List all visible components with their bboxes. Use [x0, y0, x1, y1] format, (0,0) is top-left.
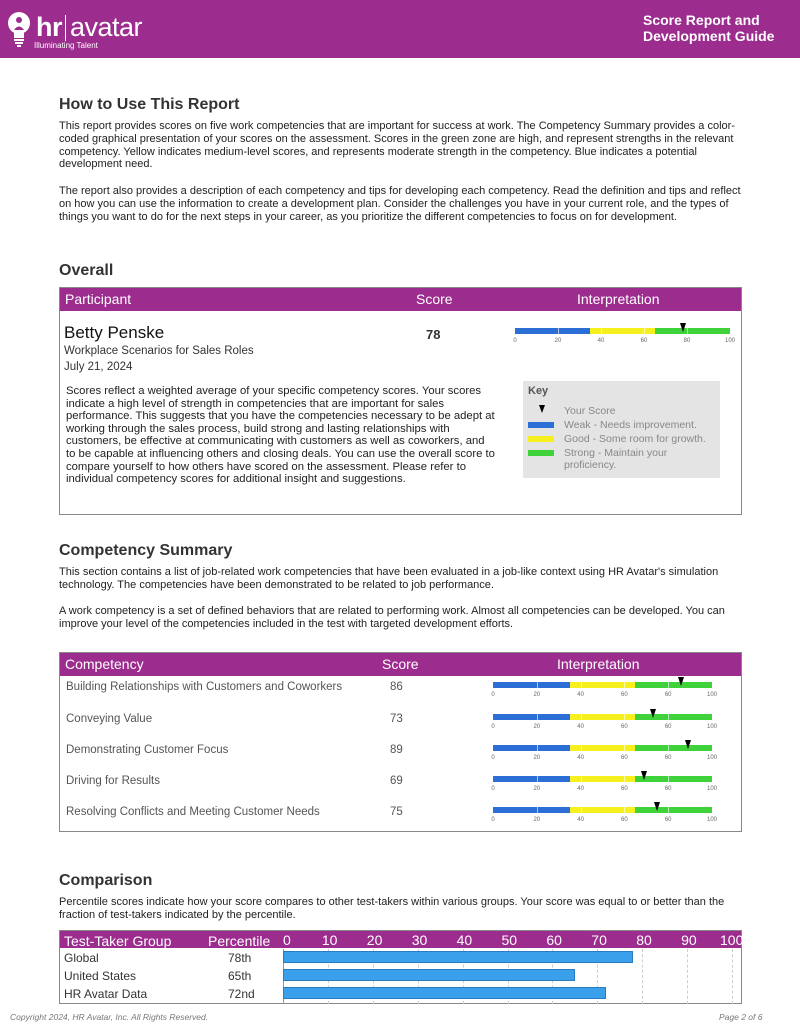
col-interpretation: Interpretation: [577, 291, 660, 307]
scale-gridline: [537, 745, 538, 751]
scale-gridline: [624, 682, 625, 688]
scale-tick-label: 0: [491, 817, 495, 823]
good-zone: [570, 714, 636, 720]
competency-name: Building Relationships with Customers and Coworkers: [66, 681, 343, 693]
scale-tick-label: 20: [533, 786, 541, 792]
good-swatch: [528, 436, 554, 442]
col-score: Score: [416, 291, 453, 307]
col-competency: Competency: [65, 656, 144, 672]
how-to-paragraph-2: The report also provides a description of each competency and tips for developing each competency. Read the definition and tips and reflect on how you can use the information to create a development plan. Consider the challenges you have in your current role, and the types of things you want to do for the next steps in your career, as you prioritize the different competencies to focus on for development.: [59, 185, 741, 223]
weak-zone: [493, 745, 570, 751]
good-zone: [590, 328, 655, 334]
overall-title: Overall: [59, 262, 114, 279]
col-test-taker-group: Test-Taker Group: [64, 933, 172, 949]
percentile-axis-label: 40: [456, 932, 473, 948]
good-zone: [570, 682, 636, 688]
hr-avatar-logo: [6, 8, 156, 53]
key-weak: [528, 419, 718, 433]
scale-tick-label: 40: [577, 786, 584, 792]
group-percentile: 78th: [228, 951, 252, 965]
logo-separator: [65, 15, 66, 41]
scale-tick-label: 60: [621, 817, 628, 823]
competency-summary-title: Competency Summary: [59, 542, 233, 559]
copyright-notice: Copyright 2024, HR Avatar, Inc. All Rights Reserved.: [10, 1012, 209, 1022]
comparison-title: Comparison: [59, 872, 153, 889]
scale-tick-label: 20: [533, 724, 541, 730]
competency-score-scale: [491, 714, 718, 734]
group-percentile: 72nd: [228, 987, 255, 1001]
key-title: Key: [528, 385, 549, 397]
participant-name: Betty Penske: [64, 323, 165, 342]
col-percentile: Percentile: [208, 933, 271, 949]
scale-gridline: [558, 328, 559, 334]
scale-tick-label: 40: [577, 724, 584, 730]
scale-tick-label: 20: [554, 338, 562, 344]
good-zone: [570, 807, 636, 813]
scale-tick-label: 60: [621, 755, 628, 761]
competency-name: Conveying Value: [66, 713, 153, 725]
comparison-table-header: [60, 931, 744, 949]
competency-paragraph-2: A work competency is a set of defined behaviors that are related to performing work. Almost all competencies can be developed. You can improve your level of the competencies included in the test with targeted development efforts.: [59, 605, 725, 630]
scale-tick-label: 40: [577, 817, 584, 823]
test-name: Workplace Scenarios for Sales Roles: [64, 345, 254, 357]
competency-row: [60, 742, 741, 773]
scale-tick-label: 60: [664, 817, 672, 823]
percentile-axis-label: 20: [366, 932, 383, 948]
scale-gridline: [668, 682, 669, 688]
percentile-axis-label: 60: [546, 932, 562, 948]
how-to-title: How to Use This Report: [59, 96, 240, 113]
group-name: United States: [64, 969, 137, 983]
scale-gridline: [624, 745, 625, 751]
scale-tick-label: 100: [706, 786, 718, 792]
report-header: [0, 0, 800, 58]
percentile-gridline: [687, 949, 688, 1004]
score-key: [523, 381, 720, 478]
scale-gridline: [687, 328, 688, 334]
how-to-paragraph-1: This report provides scores on five work competencies that are important for success at work. The Competency Summary provides a color-coded graphical presentation of your scores on the assessment. Scores in the green zone are high, and represent strengths in the relevant competency. Yellow indicates medium-level scores, and represents moderate strength in the competency. Blue indicates a potential development need.: [59, 120, 735, 171]
logo-tagline: Illuminating Talent: [34, 41, 98, 50]
strong-zone: [655, 328, 730, 334]
scale-bar: [515, 328, 730, 334]
scale-tick-label: 80: [683, 338, 691, 344]
group-percentile: 65th: [228, 969, 252, 983]
percentile-gridline: [732, 949, 733, 1004]
percentile-bar: [283, 987, 606, 999]
overall-table-header: [60, 288, 741, 311]
score-marker: [678, 677, 684, 686]
key-good-label: Good - Some room for growth.: [564, 433, 706, 445]
scale-gridline: [624, 714, 625, 720]
key-your-score: [528, 405, 718, 419]
logo-wordmark: hr avatar: [36, 12, 143, 42]
group-name: Global: [64, 951, 99, 965]
weak-zone: [493, 682, 570, 688]
scale-gridline: [668, 776, 669, 782]
percentile-axis-label: 80: [636, 932, 652, 948]
scale-tick-label: 0: [513, 338, 517, 344]
scale-tick-label: 0: [491, 692, 495, 698]
competency-score: 86: [390, 681, 403, 693]
percentile-gridline: [642, 949, 643, 1004]
competency-row: [60, 679, 741, 710]
score-marker: [685, 740, 691, 749]
key-weak-label: Weak - Needs improvement.: [564, 419, 697, 431]
scale-gridline: [581, 807, 582, 813]
competency-paragraph-1: This section contains a list of job-related work competencies that have been evaluated in a job-like context using HR Avatar's simulation technology. The competencies have been demonstrated to be related to job performance.: [59, 566, 719, 591]
scale-gridline: [668, 745, 669, 751]
col-participant: Participant: [65, 291, 132, 307]
percentile-axis-label: 10: [321, 932, 338, 948]
scale-tick-label: 0: [491, 724, 495, 730]
scale-gridline: [624, 776, 625, 782]
scale-tick-label: 60: [621, 724, 628, 730]
scale-tick-label: 20: [533, 817, 541, 823]
weak-swatch: [528, 422, 554, 428]
percentile-axis-label: 70: [591, 932, 607, 948]
scale-tick-label: 60: [664, 755, 672, 761]
key-your-score-label: Your Score: [564, 405, 616, 417]
weak-zone: [493, 807, 570, 813]
competency-score-scale: [491, 745, 718, 765]
competency-name: Driving for Results: [66, 775, 160, 787]
strong-zone: [635, 682, 712, 688]
competency-row: [60, 773, 741, 804]
scale-gridline: [537, 714, 538, 720]
col-interpretation: Interpretation: [557, 656, 640, 672]
weak-zone: [515, 328, 590, 334]
page-number: Page 2 of 6: [719, 1012, 763, 1022]
test-date: July 21, 2024: [64, 361, 133, 373]
scale-tick-label: 0: [491, 755, 495, 761]
col-score: Score: [382, 656, 419, 672]
scale-gridline: [537, 682, 538, 688]
comparison-table: [59, 930, 742, 1004]
key-strong-label: Strong - Maintain your proficiency.: [564, 447, 668, 471]
scale-tick-label: 40: [597, 338, 605, 344]
overall-score-scale: [513, 328, 736, 348]
competency-score: 89: [390, 744, 403, 756]
weak-zone: [493, 714, 570, 720]
scale-gridline: [601, 328, 602, 334]
percentile-bar: [283, 951, 633, 963]
scale-gridline: [537, 776, 538, 782]
overall-score: 78: [426, 327, 441, 342]
percentile-bar: [283, 969, 575, 981]
key-strong: [528, 447, 718, 471]
score-marker-icon: [539, 405, 545, 413]
scale-tick-label: 60: [664, 692, 672, 698]
scale-tick-label: 100: [706, 724, 718, 730]
scale-tick-label: 60: [621, 692, 628, 698]
scale-gridline: [668, 807, 669, 813]
scale-tick-label: 100: [724, 338, 736, 344]
scale-gridline: [624, 807, 625, 813]
competency-row: [60, 804, 741, 835]
percentile-axis-label: 50: [501, 932, 518, 948]
percentile-axis-label: 0: [283, 932, 291, 948]
score-marker: [680, 323, 686, 332]
competency-name: Demonstrating Customer Focus: [66, 744, 229, 756]
percentile-axis-label: 90: [681, 932, 697, 948]
strong-zone: [635, 745, 712, 751]
competency-row: [60, 711, 741, 742]
good-zone: [570, 776, 636, 782]
key-good: [528, 433, 718, 447]
scale-bar: [493, 745, 712, 751]
scale-tick-label: 20: [533, 692, 541, 698]
scale-tick-label: 60: [640, 338, 648, 344]
competency-score: 75: [390, 806, 403, 818]
competency-score: 69: [390, 775, 403, 787]
scale-tick-label: 60: [664, 724, 672, 730]
score-marker: [654, 802, 660, 811]
percentile-axis-label: 100: [720, 932, 744, 948]
scale-bar: [493, 714, 712, 720]
competency-score: 73: [390, 713, 403, 725]
competency-score-scale: [491, 807, 718, 827]
strong-swatch: [528, 450, 554, 456]
strong-zone: [635, 714, 712, 720]
scale-gridline: [581, 776, 582, 782]
scale-gridline: [668, 714, 669, 720]
scale-tick-label: 40: [577, 692, 584, 698]
competency-name: Resolving Conflicts and Meeting Customer Needs: [66, 806, 320, 818]
lightbulb-icon: [6, 10, 34, 48]
scale-tick-label: 100: [706, 692, 718, 698]
scale-gridline: [581, 745, 582, 751]
scale-tick-label: 40: [577, 755, 584, 761]
scale-tick-label: 20: [533, 755, 541, 761]
scale-gridline: [581, 714, 582, 720]
weak-zone: [493, 776, 570, 782]
comparison-description: Percentile scores indicate how your score compares to other test-takers within various groups. Your score was equal to or better than the fraction of test-takers indicated by the percentile.: [59, 896, 725, 921]
group-name: HR Avatar Data: [64, 987, 148, 1001]
report-title: Score Report and Development Guide: [643, 12, 775, 44]
scale-tick-label: 100: [706, 755, 718, 761]
scale-tick-label: 100: [706, 817, 718, 823]
score-marker: [650, 709, 656, 718]
scale-gridline: [644, 328, 645, 334]
scale-gridline: [581, 682, 582, 688]
scale-bar: [493, 807, 712, 813]
overall-description: Scores reflect a weighted average of your specific competency scores. Your scores indicate a high level of strength in competencies that are important for sales performance. This suggests that you have the competencies necessary to be adept at working through the sales process, build strong and lasting relationships with customers, be effective at communicating with customers as well as coworkers, and to be capable at influencing others and closing deals. You can use the overall score to compare yourself to how others have scored on the assessment. Please refer to individual competency scores for additional insight and suggestions.: [66, 385, 495, 486]
competency-score-scale: [491, 776, 718, 796]
scale-bar: [493, 776, 712, 782]
scale-tick-label: 0: [491, 786, 495, 792]
percentile-axis-label: 30: [411, 932, 428, 948]
competency-table: [59, 652, 742, 832]
scale-gridline: [537, 807, 538, 813]
scale-tick-label: 60: [621, 786, 628, 792]
good-zone: [570, 745, 636, 751]
scale-tick-label: 60: [664, 786, 672, 792]
overall-table: [59, 287, 742, 515]
strong-zone: [635, 807, 712, 813]
score-marker: [641, 771, 647, 780]
competency-score-scale: [491, 682, 718, 702]
competency-table-header: [60, 653, 741, 676]
